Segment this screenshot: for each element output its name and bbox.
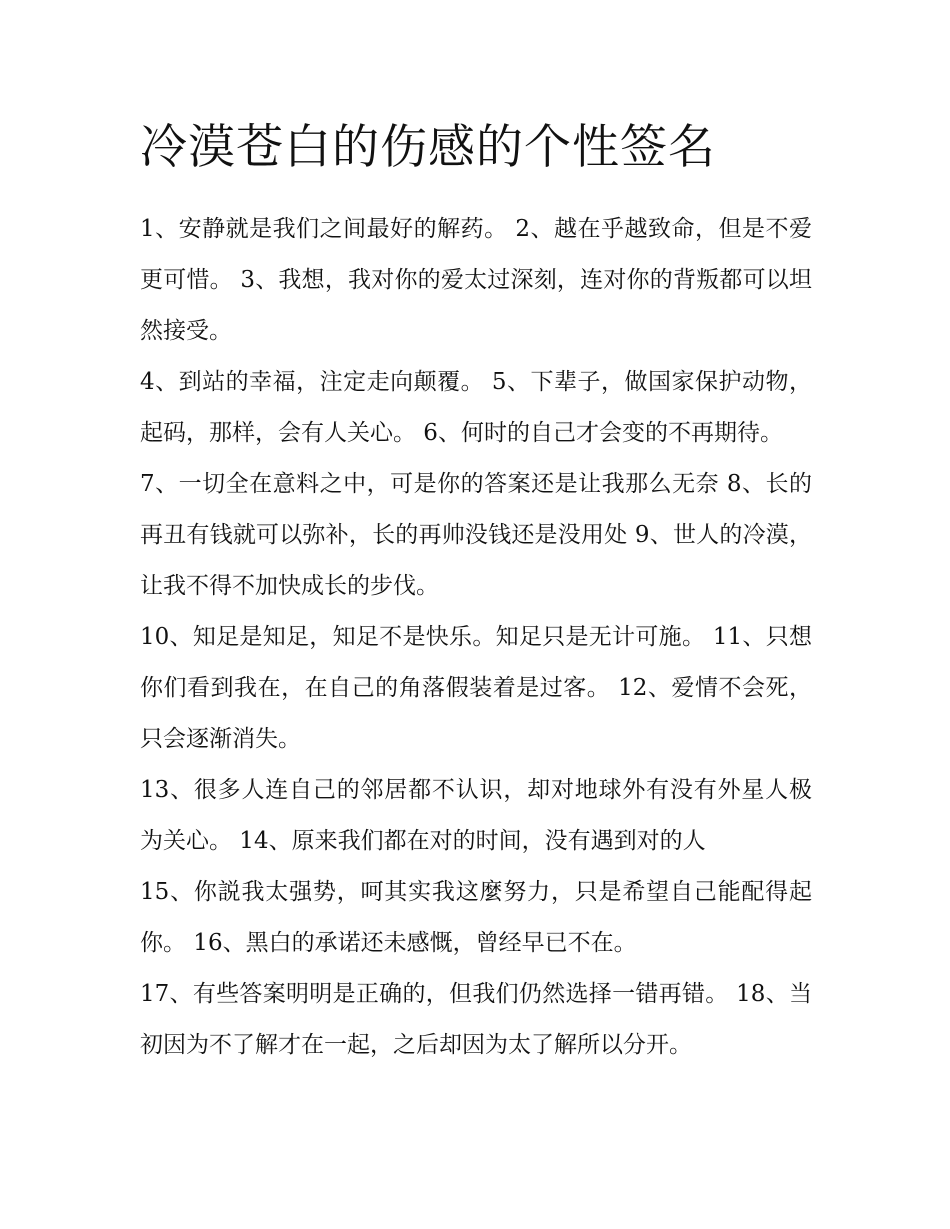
paragraph: 10、知足是知足，知足不是快乐。知足只是无计可施。 11、只想你们看到我在，在自己的角落假装着是过客。 12、爱情不会死，只会逐渐消失。 <box>140 624 812 752</box>
paragraph: 15、你説我太强势，呵其实我这麼努力，只是希望自己能配得起你。 16、黑白的承诺还未感慨，曾经早已不在。 <box>140 879 812 956</box>
paragraph: 17、有些答案明明是正确的，但我们仍然选择一错再错。 18、当初因为不了解才在一起，之后却因为太了解所以分开。 <box>140 981 812 1058</box>
paragraph: 13、很多人连自己的邻居都不认识，却对地球外有没有外星人极为关心。 14、原来我们都在对的时间，没有遇到对的人 <box>140 777 812 854</box>
document-body <box>140 204 812 1071</box>
paragraph: 4、到站的幸福，注定走向颠覆。 5、下辈子，做国家保护动物，起码，那样，会有人关心。 6、何时的自己才会变的不再期待。 <box>140 369 812 446</box>
paragraph: 7、一切全在意料之中，可是你的答案还是让我那么无奈 8、长的再丑有钱就可以弥补，长的再帅没钱还是没用处 9、世人的冷漠，让我不得不加快成长的步伐。 <box>140 471 812 599</box>
document-title: 冷漠苍白的伤感的个性签名 <box>140 120 716 175</box>
paragraph: 1、安静就是我们之间最好的解药。 2、越在乎越致命，但是不爱更可惜。 3、我想，我对你的爱太过深刻，连对你的背叛都可以坦然接受。 <box>140 216 812 344</box>
